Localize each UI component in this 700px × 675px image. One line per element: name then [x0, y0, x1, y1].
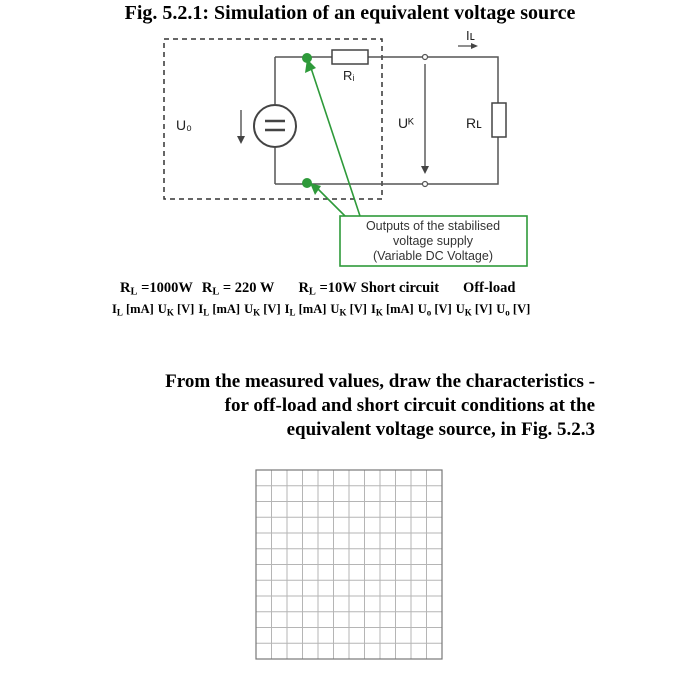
- label-rl: Rʟ: [466, 115, 482, 131]
- unit-cell-7: $U_o$ [V]: [417, 302, 452, 318]
- header-cell-3: Short circuit: [360, 280, 440, 296]
- dc-source-symbol: [254, 105, 296, 147]
- unit-cell-6: $I_K$ [mA]: [370, 302, 414, 318]
- instructions-line-1: From the measured values, draw the characteristics -: [165, 371, 595, 392]
- output-dot-bottom: [302, 178, 312, 188]
- label-ri: Rᵢ: [343, 68, 355, 83]
- terminal-top: [423, 55, 428, 60]
- unit-cell-1: $U_K$ [V]: [157, 302, 195, 318]
- header-cell-2: $R_L =10W$: [298, 280, 357, 298]
- table-header-row-1: [120, 280, 515, 298]
- instructions: [80, 370, 595, 442]
- callout-line-1: Outputs of the stabilised: [365, 219, 501, 233]
- resistor-ri: [332, 50, 368, 64]
- callout-line-3: (Variable DC Voltage): [373, 249, 493, 263]
- callout-line-top: [311, 68, 360, 216]
- unit-cell-4: $I_L$ [mA]: [284, 302, 327, 318]
- terminal-bottom: [423, 182, 428, 187]
- table-header-row-2: [112, 302, 530, 317]
- resistor-rl: [492, 103, 506, 137]
- header-cell-1: $R_L = 220$ W: [201, 280, 275, 298]
- unit-cell-3: $U_K$ [V]: [244, 302, 281, 318]
- graph-grid: [254, 468, 444, 661]
- unit-cell-9: $U_o$ [V]: [496, 302, 531, 318]
- unit-cell-2: $I_L$ [mA]: [198, 302, 241, 318]
- instructions-line-3: equivalent voltage source, in Fig. 5.2.3: [286, 419, 595, 440]
- header-cell-0: $R_L =1000W$: [120, 280, 193, 298]
- label-il: Iʟ: [466, 28, 475, 43]
- figure-title: Fig. 5.2.1: Simulation of an equivalent voltage source: [124, 2, 576, 24]
- label-u0: U₀: [176, 117, 192, 133]
- header-cell-4: Off-load: [463, 280, 516, 296]
- circuit-diagram: [0, 0, 700, 280]
- callout-line-2: voltage supply: [393, 234, 473, 248]
- instructions-line-2: for off-load and short circuit conditions at the: [224, 395, 595, 416]
- label-uk: Uᴷ: [398, 115, 415, 131]
- unit-cell-0: $I_L$ [mA]: [112, 302, 154, 318]
- callout-line-bottom: [317, 188, 345, 216]
- wire-bottom: [275, 137, 498, 184]
- unit-cell-8: $U_K$ [V]: [455, 302, 493, 318]
- unit-cell-5: $U_K$ [V]: [330, 302, 367, 318]
